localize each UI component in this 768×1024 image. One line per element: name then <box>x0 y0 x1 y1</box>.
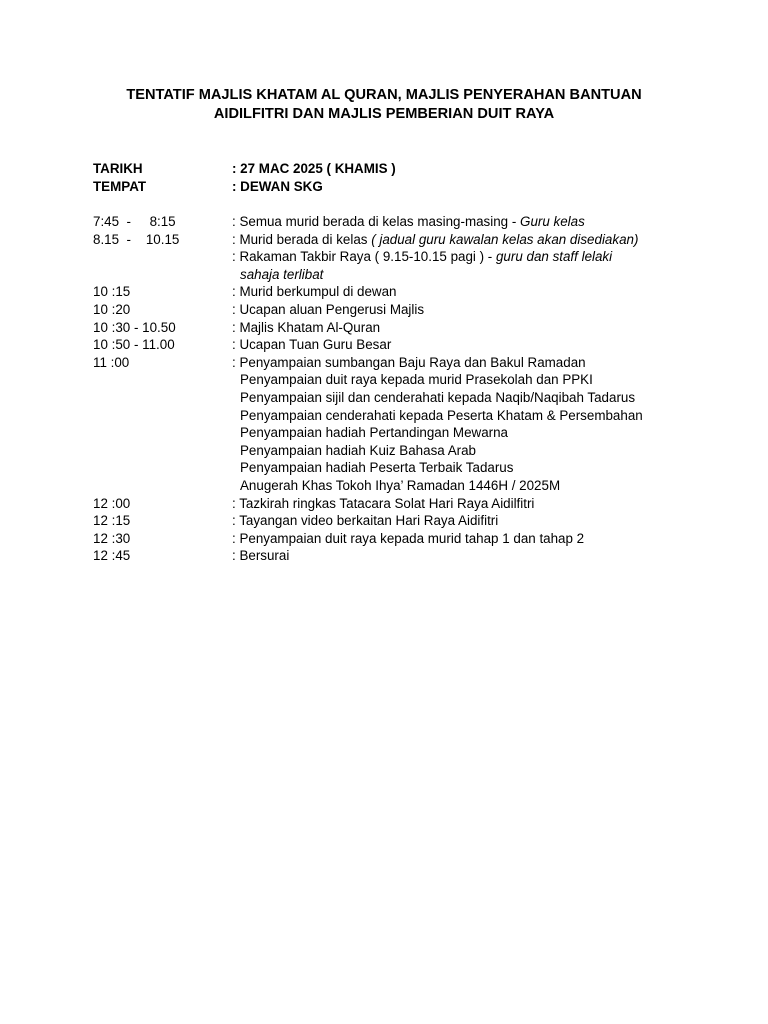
schedule-time: 10 :15 <box>93 284 131 300</box>
schedule-row <box>93 283 693 301</box>
schedule-list <box>93 213 693 565</box>
schedule-time: 10 :30 - 10.50 <box>93 319 176 335</box>
schedule-time: 12 :00 <box>93 495 131 511</box>
schedule-row <box>93 495 693 513</box>
schedule-text: : Semua murid berada di kelas masing-masing - <box>232 214 521 229</box>
schedule-text: : Tazkirah ringkas Tatacara Solat Hari Raya Aidilfitri <box>232 495 535 511</box>
schedule-text: : Majlis Khatam Al-Quran <box>232 319 381 335</box>
schedule-row <box>93 530 693 548</box>
tarikh-label: TARIKH <box>93 161 143 176</box>
schedule-time: 12 :30 <box>93 530 131 546</box>
schedule-subitem: Penyampaian cenderahati kepada Peserta Khatam & Persembahan <box>240 407 643 423</box>
schedule-row <box>93 512 693 530</box>
schedule-row <box>93 336 693 354</box>
schedule-time: 11 :00 <box>93 354 130 370</box>
schedule-text: : Ucapan Tuan Guru Besar <box>232 337 392 353</box>
schedule-time: 12 :45 <box>93 548 131 564</box>
schedule-text: : Penyampaian duit raya kepada murid tahap 1 dan tahap 2 <box>232 530 585 546</box>
event-meta <box>93 160 693 196</box>
schedule-text: : Murid berkumpul di dewan <box>232 284 397 300</box>
schedule-text: : Rakaman Takbir Raya ( 9.15-10.15 pagi ) - <box>232 249 496 265</box>
tarikh-value: : 27 MAC 2025 ( KHAMIS ) <box>232 161 396 176</box>
schedule-subitem: Penyampaian hadiah Kuiz Bahasa Arab <box>240 442 476 458</box>
document-title <box>60 86 708 124</box>
schedule-note: ( jadual guru kawalan kelas akan disediakan) <box>371 231 639 247</box>
schedule-time: 12 :15 <box>93 513 131 529</box>
schedule-time: 10 :50 - 11.00 <box>93 337 175 353</box>
schedule-subitem: Penyampaian duit raya kepada murid Prasekolah dan PPKI <box>240 372 593 388</box>
title-line-1: TENTATIF MAJLIS KHATAM AL QURAN, MAJLIS PENYERAHAN BANTUAN <box>126 87 642 103</box>
meta-row-tempat <box>93 178 693 196</box>
schedule-time: 8.15 - 10.15 <box>93 231 180 247</box>
schedule-subitem: Penyampaian hadiah Peserta Terbaik Tadarus <box>240 460 514 476</box>
schedule-text: : Penyampaian sumbangan Baju Raya dan Bakul Ramadan <box>232 354 586 370</box>
schedule-subitem: Penyampaian sijil dan cenderahati kepada Naqib/Naqibah Tadarus <box>240 389 636 405</box>
schedule-row <box>93 319 693 337</box>
tempat-value: : DEWAN SKG <box>232 179 323 194</box>
schedule-row <box>93 301 693 319</box>
schedule-subitem: Anugerah Khas Tokoh Ihya’ Ramadan 1446H / 2025M <box>240 477 561 493</box>
schedule-text: : Murid berada di kelas <box>232 231 372 247</box>
schedule-time: 10 :20 <box>93 301 131 317</box>
schedule-row <box>93 248 693 283</box>
schedule-text: : Tayangan video berkaitan Hari Raya Aidifitri <box>232 513 499 529</box>
tempat-label: TEMPAT <box>93 179 147 194</box>
schedule-note: guru dan staff lelaki <box>495 249 613 265</box>
schedule-text: : Bersurai <box>232 548 290 564</box>
schedule-note: Guru kelas <box>520 214 585 229</box>
title-line-2: AIDILFITRI DAN MAJLIS PEMBERIAN DUIT RAYA <box>213 106 555 122</box>
schedule-text: : Ucapan aluan Pengerusi Majlis <box>232 301 425 317</box>
schedule-note-continued: sahaja terlibat <box>240 266 324 282</box>
schedule-row <box>93 231 693 249</box>
schedule-subitem: Penyampaian hadiah Pertandingan Mewarna <box>240 425 508 441</box>
meta-row-tarikh <box>93 160 693 178</box>
schedule-time: 7:45 - 8:15 <box>93 214 176 229</box>
schedule-row <box>93 213 693 231</box>
schedule-row <box>93 547 693 565</box>
schedule-row <box>93 354 693 495</box>
